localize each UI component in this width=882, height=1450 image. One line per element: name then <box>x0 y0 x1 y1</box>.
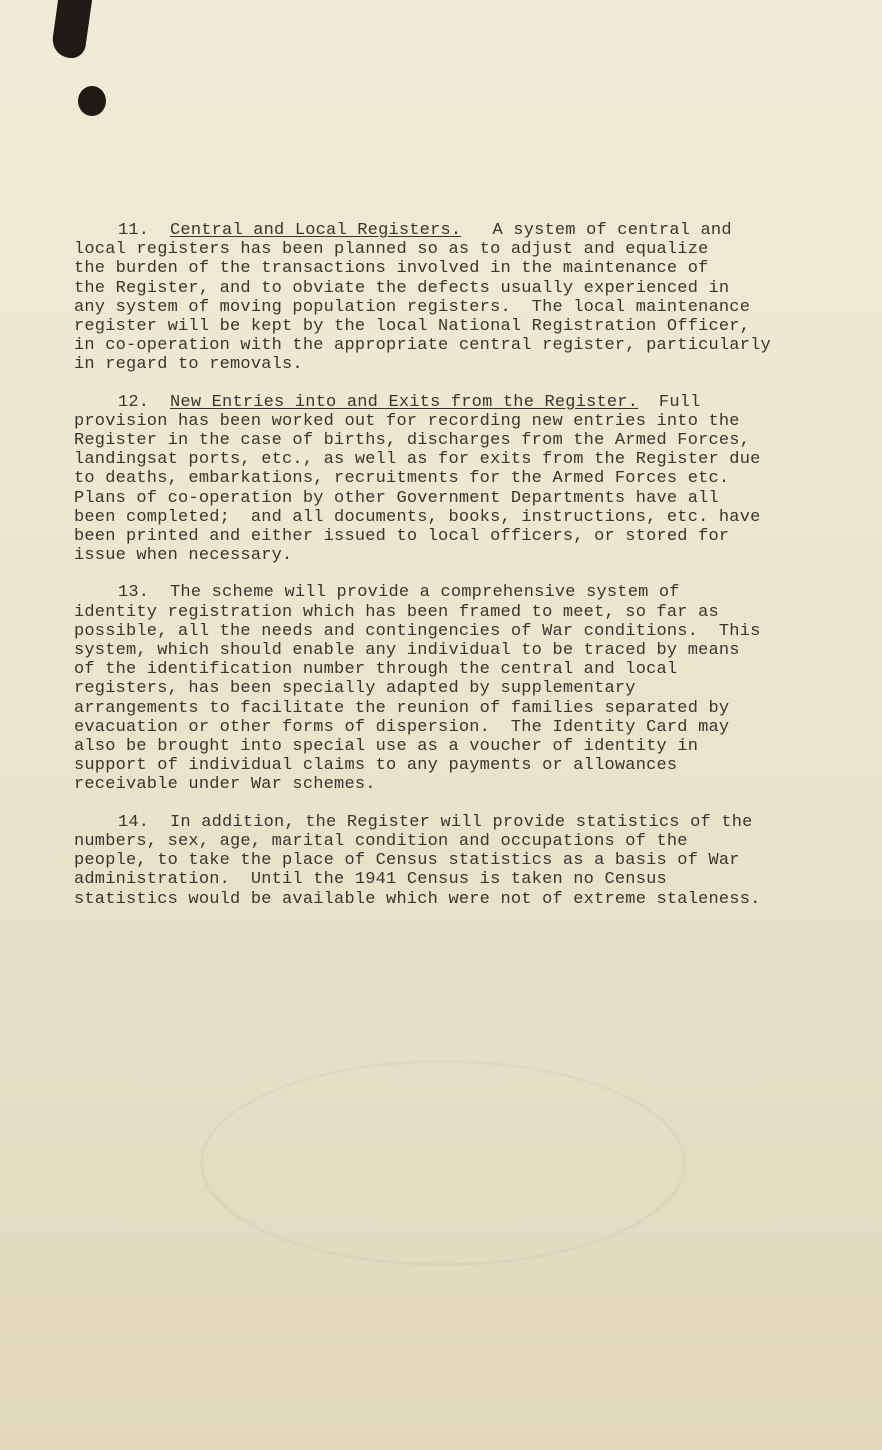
paragraph-line: in regard to removals. <box>74 355 303 375</box>
paragraph-number: 12. <box>118 392 150 412</box>
faint-watermark <box>200 1060 686 1266</box>
paragraph-number: 11. <box>118 221 150 240</box>
paragraph-first-line <box>74 221 874 240</box>
paragraph-line: registers, has been specially adapted by supplementary <box>74 679 636 699</box>
paragraph-line: arrangements to facilitate the reunion of families separated by <box>74 698 730 718</box>
paragraph-first-line-text: Full <box>638 392 701 412</box>
paragraph-line: administration. Until the 1941 Census is taken no Census <box>74 870 667 890</box>
paragraph-first-line <box>74 813 874 832</box>
paragraph-line: of the identification number through the central and local <box>74 660 678 680</box>
paragraph-first-line <box>74 393 874 412</box>
paragraph-line: in co-operation with the appropriate central register, particularly <box>74 336 771 356</box>
paragraph-14 <box>74 813 874 909</box>
paragraph-line: statistics would be available which were not of extreme staleness. <box>74 889 761 909</box>
paragraph-line: possible, all the needs and contingencies of War conditions. This <box>74 621 761 641</box>
paragraph-line: the burden of the transactions involved in the maintenance of <box>74 259 709 279</box>
paragraph-line: register will be kept by the local National Registration Officer, <box>74 317 751 337</box>
paragraph-number: 13. <box>118 583 150 603</box>
paragraph-line: the Register, and to obviate the defects usually experienced in <box>74 278 730 298</box>
paragraph-line: evacuation or other forms of dispersion. The Identity Card may <box>74 717 730 737</box>
paragraph-line: support of individual claims to any payments or allowances <box>74 756 678 776</box>
paragraph-line: numbers, sex, age, marital condition and occupations of the <box>74 831 688 851</box>
paragraph-line: receivable under War schemes. <box>74 775 376 795</box>
punch-mark-top <box>50 0 92 58</box>
paragraph-line: Register in the case of births, discharges from the Armed Forces, <box>74 431 751 451</box>
paragraph-11 <box>74 221 874 375</box>
paragraph-first-line <box>74 583 874 602</box>
paragraph-line: provision has been worked out for recording new entries into the <box>74 411 740 431</box>
paragraph-line: people, to take the place of Census statistics as a basis of War <box>74 851 740 871</box>
paragraph-13 <box>74 583 874 794</box>
paragraph-first-line-text: A system of central and <box>461 221 732 240</box>
paragraph-number: 14. <box>118 812 150 832</box>
paragraph-line: issue when necessary. <box>74 546 293 566</box>
paragraph-first-line-text: The scheme will provide a comprehensive system of <box>170 583 680 603</box>
paragraph-line: identity registration which has been framed to meet, so far as <box>74 602 719 622</box>
paragraph-heading: Central and Local Registers. <box>170 221 462 240</box>
document-body <box>74 221 874 927</box>
punch-hole <box>78 86 106 116</box>
paragraph-line: been printed and either issued to local officers, or stored for <box>74 527 730 547</box>
paragraph-line: landingsat ports, etc., as well as for exits from the Register due <box>74 450 761 470</box>
paragraph-first-line-text: In addition, the Register will provide statistics of the <box>170 812 753 832</box>
paragraph-line: any system of moving population registers. The local maintenance <box>74 297 751 317</box>
paragraph-line: local registers has been planned so as to adjust and equalize <box>74 240 709 260</box>
paragraph-line: system, which should enable any individual to be traced by means <box>74 641 740 661</box>
paragraph-line: also be brought into special use as a voucher of identity in <box>74 737 699 757</box>
paragraph-line: Plans of co-operation by other Government Departments have all <box>74 488 719 508</box>
paragraph-heading: New Entries into and Exits from the Register. <box>170 392 639 412</box>
paragraph-12 <box>74 393 874 566</box>
paragraph-line: to deaths, embarkations, recruitments for the Armed Forces etc. <box>74 469 730 489</box>
paragraph-line: been completed; and all documents, books, instructions, etc. have <box>74 507 761 527</box>
